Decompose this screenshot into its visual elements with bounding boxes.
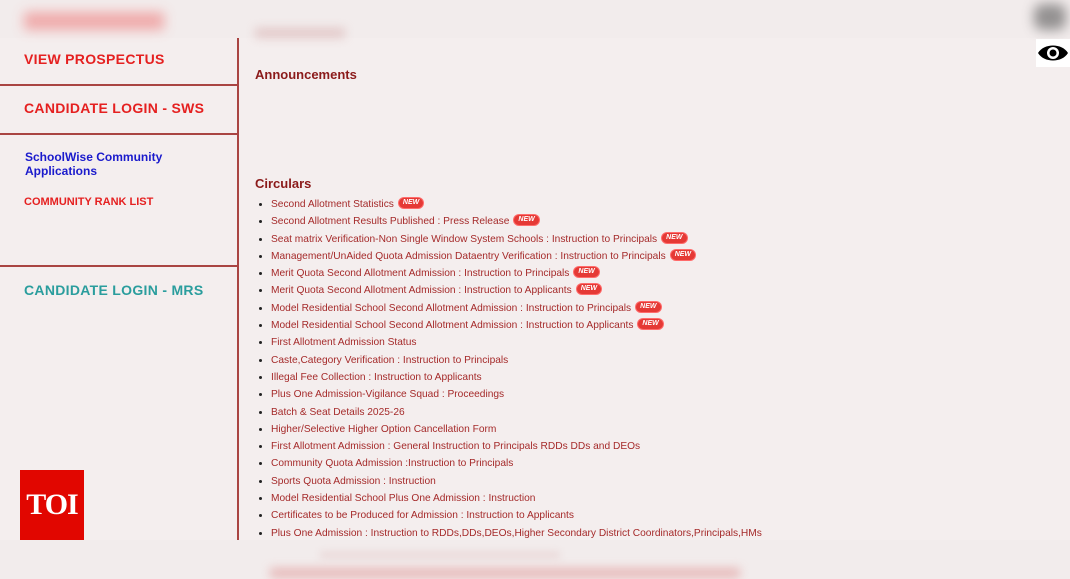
circular-item [271,334,762,351]
circular-item [271,317,762,334]
sidebar-block-community [0,135,237,267]
circular-item [271,282,762,299]
new-badge-icon: NEW [662,233,686,243]
circular-link[interactable]: Higher/Selective Higher Option Cancellation Form [271,423,497,435]
circular-item [271,490,762,507]
circular-link[interactable]: Seat matrix Verification-Non Single Window System Schools : Instruction to Principals [271,233,658,245]
circular-item [271,231,762,248]
circular-link[interactable]: Merit Quota Second Allotment Admission : Instruction to Principals [271,268,570,280]
circular-link[interactable]: Model Residential School Second Allotment Admission : Instruction to Principals [271,302,632,314]
circular-link[interactable]: Community Quota Admission :Instruction to Principals [271,458,514,470]
schoolwise-community-link[interactable]: SchoolWise Community Applications [25,150,163,178]
view-prospectus-link[interactable]: VIEW PROSPECTUS [24,51,165,67]
new-badge-icon: NEW [638,319,662,329]
new-badge-icon: NEW [636,302,660,312]
sidebar-block-sws [0,86,237,135]
candidate-login-sws-link[interactable]: CANDIDATE LOGIN - SWS [24,100,205,116]
eye-icon[interactable] [1036,39,1070,67]
sidebar-block-prospectus [0,38,237,86]
circular-link[interactable]: Second Allotment Results Published : Press Release [271,216,510,228]
new-badge-icon: NEW [577,284,601,294]
candidate-login-mrs-link[interactable]: CANDIDATE LOGIN - MRS [24,282,204,298]
circular-link[interactable]: Plus One Admission-Vigilance Squad : Proceedings [271,389,505,401]
circular-link[interactable]: Certificates to be Produced for Admission : Instruction to Applicants [271,510,574,522]
circular-item [271,404,762,421]
new-badge-icon: NEW [671,250,695,260]
circular-link[interactable]: First Allotment Admission Status [271,337,417,349]
circular-item [271,352,762,369]
main-content [255,38,1035,540]
circulars-title: Circulars [255,176,312,191]
circular-item [271,196,762,213]
circular-link[interactable]: Sports Quota Admission : Instruction [271,475,436,487]
circular-item [271,265,762,282]
circulars-list [255,196,762,540]
circular-item [271,369,762,386]
circular-link[interactable]: Caste,Category Verification : Instruction to Principals [271,354,509,366]
circular-item [271,421,762,438]
circular-item [271,473,762,490]
circular-item [271,248,762,265]
sidebar [0,38,239,540]
circular-link[interactable]: Merit Quota Second Allotment Admission : Instruction to Applicants [271,285,572,297]
sidebar-block-mrs [0,267,237,298]
circular-link[interactable]: Model Residential School Plus One Admission : Instruction [271,493,536,505]
blurred-header [0,0,1070,38]
circular-item [271,438,762,455]
new-badge-icon: NEW [399,198,423,208]
circular-link[interactable]: Plus One Admission : Instruction to RDDs,DDs,DEOs,Higher Secondary District Coordinators,Principals,HMs [271,527,762,539]
circular-item [271,455,762,472]
circular-item [271,507,762,524]
toi-logo: TOI [20,470,84,540]
announcements-title: Announcements [255,67,357,82]
circular-link[interactable]: First Allotment Admission : General Instruction to Principals RDDs DDs and DEOs [271,441,641,453]
circular-item [271,386,762,403]
community-rank-list-link[interactable]: COMMUNITY RANK LIST [24,196,154,208]
blurred-footer [0,540,1070,579]
circular-item [271,213,762,230]
circular-link[interactable]: Illegal Fee Collection : Instruction to Applicants [271,371,482,383]
circular-link[interactable]: Management/UnAided Quota Admission Dataentry Verification : Instruction to Principals [271,250,666,262]
new-badge-icon: NEW [514,215,538,225]
circular-item [271,300,762,317]
new-badge-icon: NEW [574,267,598,277]
circular-link[interactable]: Second Allotment Statistics [271,199,394,210]
circular-link[interactable]: Model Residential School Second Allotment Admission : Instruction to Applicants [271,320,634,332]
circular-item [271,525,762,540]
circular-link[interactable]: Batch & Seat Details 2025-26 [271,406,405,418]
